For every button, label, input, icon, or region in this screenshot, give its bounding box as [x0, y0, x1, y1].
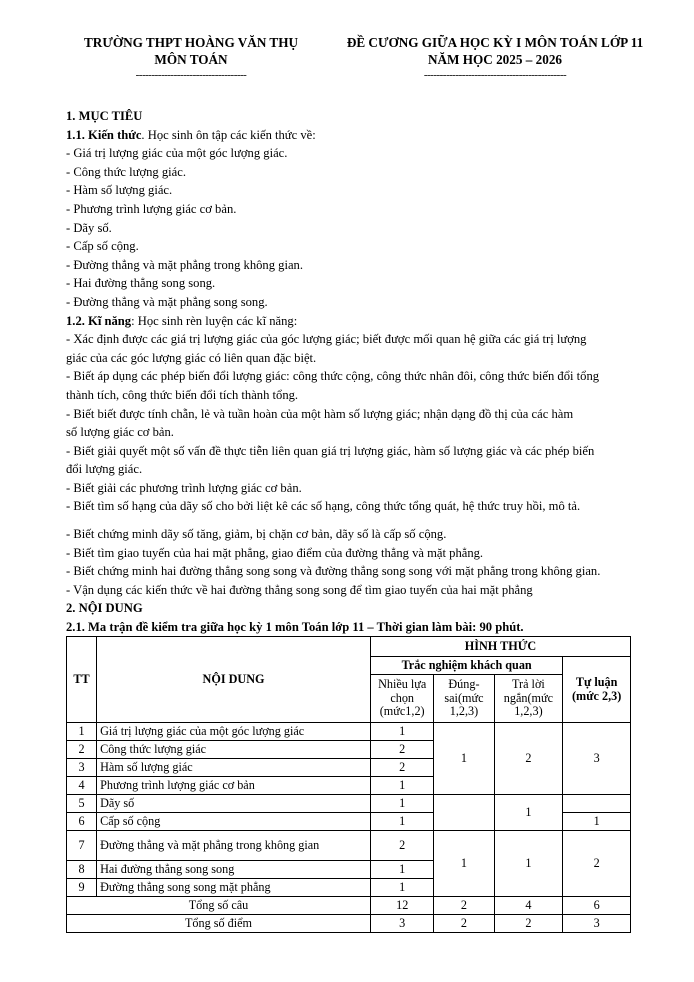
table-row: [67, 723, 631, 741]
list-item: - Đường thẳng và mặt phẳng trong không gian.: [66, 257, 303, 272]
list-item: - Phương trình lượng giác cơ bản.: [66, 201, 237, 216]
cell-content: Dãy số: [97, 795, 371, 813]
total-questions-essay: 6: [563, 897, 631, 915]
header-mcq-group: Trắc nghiệm khách quan: [371, 657, 563, 675]
header-divider-right: ---------------------------------------------: [423, 69, 567, 81]
cell-essay: 2: [563, 831, 631, 897]
total-questions-mc: 12: [371, 897, 434, 915]
header-right: [330, 34, 660, 82]
exam-matrix-table: [66, 636, 631, 933]
list-item: đổi lượng giác.: [66, 462, 143, 477]
cell-content: Hàm số lượng giác: [97, 759, 371, 777]
total-points-label: Tổng số điểm: [67, 915, 371, 933]
table-row: [67, 831, 631, 861]
cell-tf-empty: [434, 795, 494, 831]
section2-heading: 2. NỘI DUNG: [66, 601, 143, 616]
cell-short: 2: [494, 723, 563, 795]
list-item: - Vận dụng các kiến thức về hai đường thẳng song song để tìm giao tuyến của hai mặt phẳng: [66, 582, 533, 597]
cell-mc: 2: [371, 741, 434, 759]
cell-essay-empty: [563, 795, 631, 813]
list-item: - Cấp số cộng.: [66, 239, 139, 254]
cell-tt: 3: [67, 759, 97, 777]
skills-heading: 1.2. Kĩ năng: Học sinh rèn luyện các kĩ năng:: [66, 313, 298, 328]
list-item: - Đường thẳng và mặt phẳng song song.: [66, 294, 268, 309]
list-item: - Biết giải quyết một số vấn đề thực tiễn liên quan giá trị lượng giác, hàm số lượng giác và các phép biến: [66, 443, 595, 458]
cell-essay: 1: [563, 813, 631, 831]
knowledge-heading: 1.1. Kiến thức. Học sinh ôn tập các kiến thức về:: [66, 127, 316, 142]
matrix-heading: 2.1. Ma trận đề kiểm tra giữa học kỳ 1 môn Toán lớp 11 – Thời gian làm bài: 90 phút.: [66, 620, 524, 635]
paragraph-gap: [66, 516, 666, 525]
cell-essay: 3: [563, 723, 631, 795]
list-item: - Công thức lượng giác.: [66, 164, 186, 179]
cell-tt: 7: [67, 831, 97, 861]
list-item: - Biết biết được tính chẵn, lẻ và tuần hoàn của một hàm số lượng giác; nhận dạng đồ thị của các hàm: [66, 406, 574, 421]
list-item: - Biết chứng minh dãy số tăng, giảm, bị chặn cơ bản, dãy số là cấp số cộng.: [66, 527, 447, 542]
cell-mc: 1: [371, 879, 434, 897]
list-item: giác của các góc lượng giác có liên quan đặc biệt.: [66, 350, 317, 365]
cell-short: 1: [494, 795, 563, 831]
cell-tt: 6: [67, 813, 97, 831]
list-item: số lượng giác cơ bản.: [66, 425, 174, 440]
total-points-short: 2: [494, 915, 563, 933]
list-item: - Hàm số lượng giác.: [66, 183, 173, 198]
list-item: - Biết tìm số hạng của dãy số cho bởi liệt kê các số hạng, công thức tổng quát, hệ thức truy hồi, mô tả.: [66, 499, 581, 514]
cell-mc: 1: [371, 777, 434, 795]
header-true-false: Đúng-sai(mức 1,2,3): [434, 675, 494, 723]
header-left: [60, 34, 322, 82]
cell-content: Hai đường thẳng song song: [97, 861, 371, 879]
cell-tt: 1: [67, 723, 97, 741]
total-points-mc: 3: [371, 915, 434, 933]
list-item: - Giá trị lượng giác của một góc lượng giác.: [66, 146, 288, 161]
list-item: - Hai đường thẳng song song.: [66, 276, 216, 291]
total-questions-row: [67, 897, 631, 915]
skills-list: [66, 330, 666, 599]
header-tt: TT: [67, 637, 97, 723]
subject-name: MÔN TOÁN: [154, 52, 228, 67]
header-content: NỘI DUNG: [97, 637, 371, 723]
list-item: - Biết tìm giao tuyến của hai mặt phẳng, giao điểm của đường thẳng và mặt phẳng.: [66, 545, 484, 560]
cell-tt: 5: [67, 795, 97, 813]
section1-heading: 1. MỤC TIÊU: [66, 109, 143, 123]
header-multiple-choice: Nhiều lựa chọn (mức1,2): [371, 675, 434, 723]
table-header-row: [67, 637, 631, 657]
list-item: thành tích, công thức biến đổi tích thành tổng.: [66, 387, 299, 402]
total-points-tf: 2: [434, 915, 494, 933]
total-questions-tf: 2: [434, 897, 494, 915]
cell-tt: 9: [67, 879, 97, 897]
document-body: [66, 107, 666, 637]
cell-content: Cấp số cộng: [97, 813, 371, 831]
list-item: - Dãy số.: [66, 220, 112, 235]
cell-mc: 1: [371, 813, 434, 831]
list-item: - Biết giải các phương trình lượng giác cơ bản.: [66, 480, 302, 495]
cell-tf: 1: [434, 831, 494, 897]
total-points-row: [67, 915, 631, 933]
school-name: TRƯỜNG THPT HOÀNG VĂN THỤ: [84, 35, 298, 50]
cell-mc: 1: [371, 795, 434, 813]
list-item: - Biết chứng minh hai đường thẳng song song và đường thẳng song song với mặt phẳng trong không gian.: [66, 564, 601, 579]
cell-tt: 4: [67, 777, 97, 795]
total-questions-label: Tổng số câu: [67, 897, 371, 915]
cell-tf: 1: [434, 723, 494, 795]
total-questions-short: 4: [494, 897, 563, 915]
list-item: - Xác định được các giá trị lượng giác của góc lượng giác; biết được mối quan hệ giữa các giá trị lượng: [66, 332, 587, 347]
school-year: NĂM HỌC 2025 – 2026: [427, 52, 563, 67]
header-short-answer: Trả lời ngắn(mức 1,2,3): [494, 675, 563, 723]
header-form: HÌNH THỨC: [371, 637, 631, 657]
cell-content: Phương trình lượng giác cơ bản: [97, 777, 371, 795]
cell-mc: 2: [371, 759, 434, 777]
cell-mc: 1: [371, 723, 434, 741]
header-essay: Tự luận (mức 2,3): [563, 657, 631, 723]
header-divider-left: -----------------------------------: [135, 69, 247, 81]
document-title: ĐỀ CƯƠNG GIỮA HỌC KỲ I MÔN TOÁN LỚP 11: [346, 35, 644, 50]
list-item: - Biết áp dụng các phép biến đổi lượng giác: công thức cộng, công thức nhân đôi, công thức biến đổi tổng: [66, 369, 600, 384]
cell-content: Đường thẳng và mặt phẳng trong không gian: [97, 831, 371, 861]
knowledge-list: [66, 144, 666, 311]
cell-tt: 2: [67, 741, 97, 759]
table-row: [67, 795, 631, 813]
cell-content: Đường thẳng song song mặt phẳng: [97, 879, 371, 897]
cell-short: 1: [494, 831, 563, 897]
cell-content: Giá trị lượng giác của một góc lượng giác: [97, 723, 371, 741]
cell-tt: 8: [67, 861, 97, 879]
cell-mc: 1: [371, 861, 434, 879]
cell-mc: 2: [371, 831, 434, 861]
cell-content: Công thức lượng giác: [97, 741, 371, 759]
total-points-essay: 3: [563, 915, 631, 933]
